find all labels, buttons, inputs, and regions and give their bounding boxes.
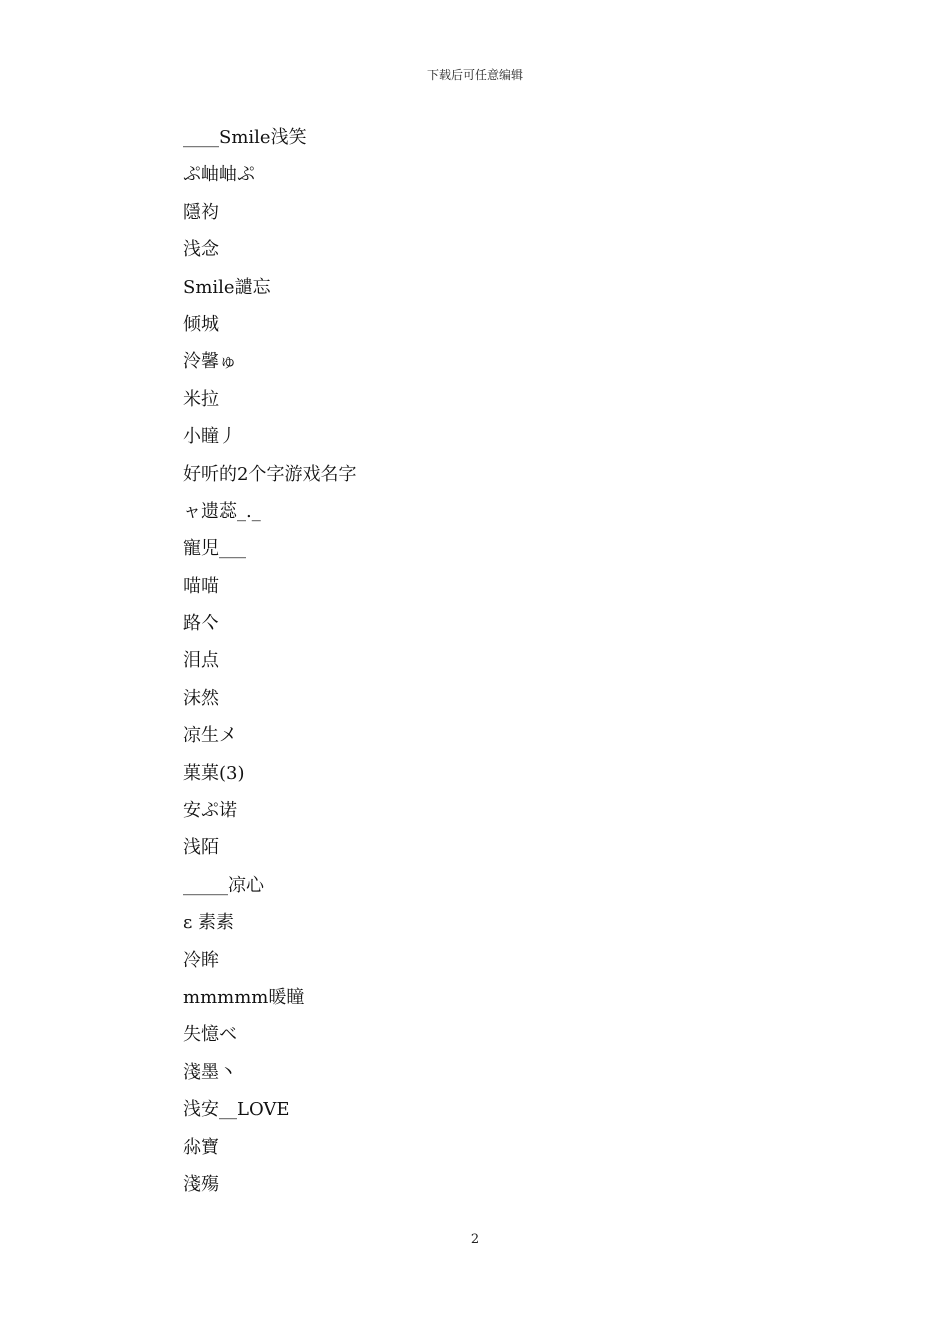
list-item: ぷ岫岫ぷ	[183, 164, 255, 186]
list-item: 浅陌	[183, 837, 219, 859]
list-item: 沫然	[183, 687, 219, 709]
section-heading: 好听的2个字游戏名字	[183, 463, 357, 485]
list-item: 隱袀	[183, 201, 219, 223]
list-item: 喵喵	[183, 575, 219, 597]
list-item: 小瞳丿	[183, 426, 237, 448]
name-list	[183, 126, 783, 1210]
list-item: ャ遗蕊_._	[183, 500, 261, 522]
list-item: _____凉心	[183, 874, 264, 896]
list-item: 尛寶	[183, 1136, 219, 1158]
list-item: ε 素素	[183, 912, 235, 934]
list-item: 失憶ベ	[183, 1024, 237, 1046]
list-item: 淺殤	[183, 1173, 219, 1195]
list-item: 淺墨丶	[183, 1061, 237, 1083]
list-item: 寵児___	[183, 538, 246, 560]
page-header: 下载后可任意编辑	[426, 68, 523, 82]
list-item: 路亽	[183, 613, 219, 635]
list-item: Smile譴忘	[183, 276, 271, 298]
page-number: 2	[470, 1232, 480, 1247]
list-item: 泪点	[183, 650, 219, 672]
list-item: 冷眸	[183, 949, 219, 971]
list-item: 菓菓(3)	[183, 762, 245, 784]
list-item: mmmmm暖瞳	[183, 986, 305, 1008]
list-item: 安ぷ诺	[183, 800, 237, 822]
list-item: 泠馨ゅ	[183, 351, 237, 373]
list-item: 浅安__LOVE	[183, 1099, 290, 1121]
list-item: 凉生メ	[183, 725, 237, 747]
list-item: 米拉	[183, 388, 219, 410]
list-item: ____Smile浅笑	[183, 127, 307, 148]
list-item: 倾城	[183, 313, 219, 335]
list-item: 浅念	[183, 239, 219, 261]
